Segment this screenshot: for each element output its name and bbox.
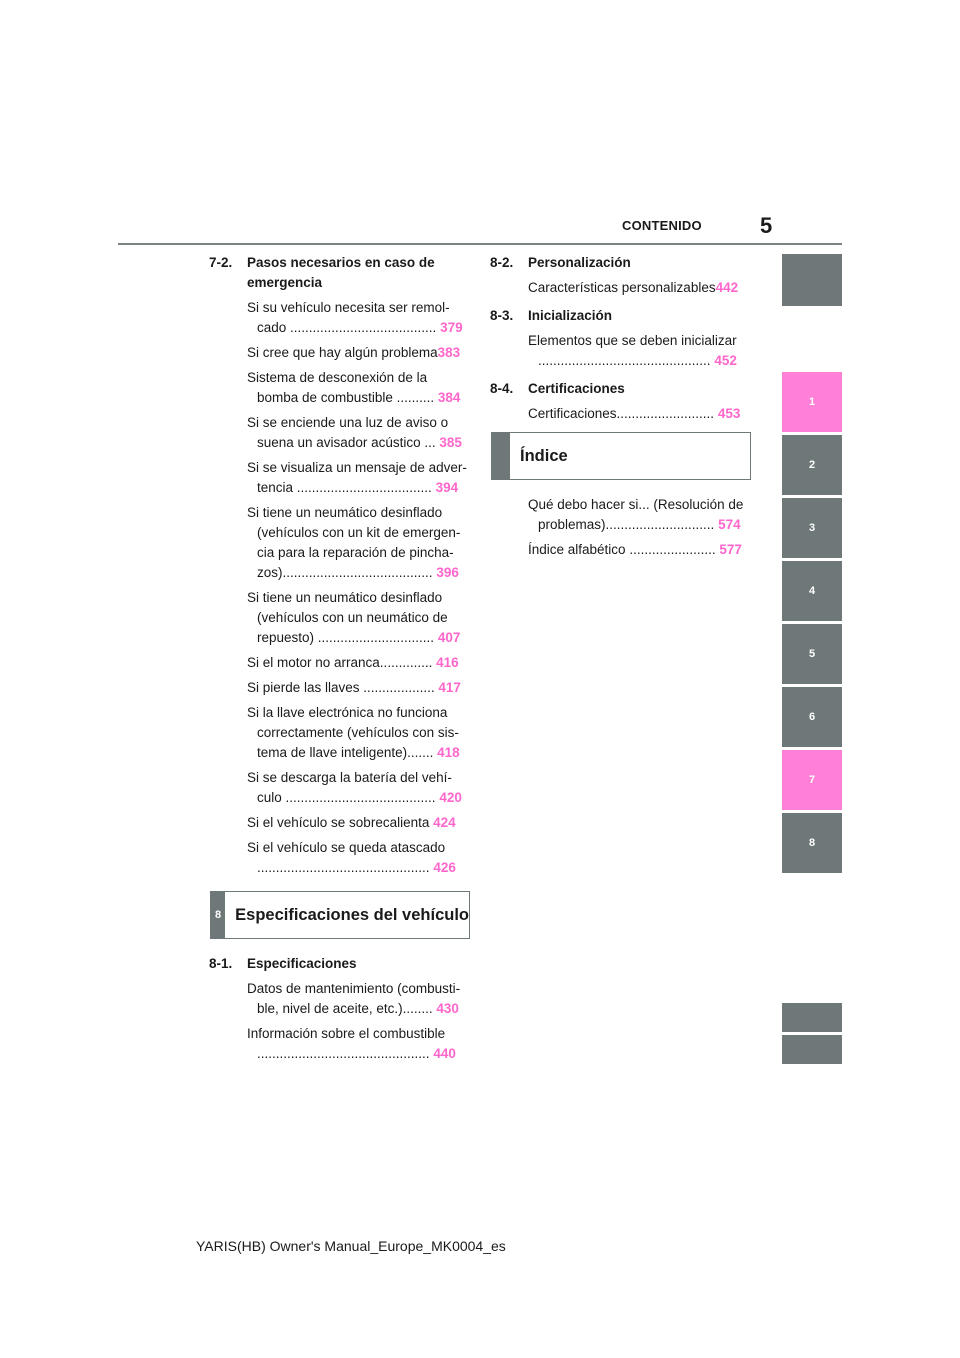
section-8-1-heading: 8-1. Especificaciones: [247, 954, 469, 974]
chapter-tab-3[interactable]: 3: [782, 498, 842, 558]
page-link[interactable]: 379: [440, 320, 463, 335]
header-divider: [118, 243, 842, 245]
page-link[interactable]: 424: [433, 815, 456, 830]
page-link[interactable]: 384: [437, 390, 461, 405]
toc-entry[interactable]: Características personalizables442: [528, 280, 739, 295]
chapter-tab-4[interactable]: 4: [782, 561, 842, 621]
toc-entry[interactable]: Qué debo hacer si... (Resolución de problemas)............................. 574: [528, 497, 744, 532]
page-link[interactable]: 396: [436, 565, 459, 580]
page-link[interactable]: 407: [437, 630, 461, 645]
page-link[interactable]: 394: [435, 480, 459, 495]
page-number: 5: [760, 213, 773, 238]
toc-entry[interactable]: Si el motor no arranca.............. 416: [247, 655, 459, 670]
chapter-tab-5[interactable]: 5: [782, 624, 842, 684]
toc-entry[interactable]: Información sobre el combustible .............................................. 440: [247, 1026, 456, 1061]
chapter-tab-1[interactable]: 1: [782, 372, 842, 432]
index-title-box: [491, 432, 751, 480]
toc-entry[interactable]: Si tiene un neumático desinflado (vehículos con un neumático de repuesto) ............................... 407: [247, 590, 461, 645]
index-title: Índice: [520, 446, 568, 465]
section-number: 8-3.: [490, 308, 514, 323]
chapter-tab-6[interactable]: 6: [782, 687, 842, 747]
toc-entry[interactable]: Si la llave electrónica no funciona correctamente (vehículos con sis- tema de llave inteligente)....... 418: [247, 705, 460, 760]
header-section-label: CONTENIDO: [622, 218, 702, 233]
toc-entry[interactable]: Si el vehículo se queda atascado .............................................. 426: [247, 840, 456, 875]
toc-entry[interactable]: Elementos que se deben inicializar .............................................. 452: [528, 333, 737, 368]
toc-entry[interactable]: Si cree que hay algún problema383: [247, 345, 461, 360]
page-link[interactable]: 420: [439, 790, 462, 805]
toc-entry[interactable]: Índice alfabético ....................... 577: [528, 542, 742, 557]
blank-tab[interactable]: [782, 1003, 842, 1032]
chapter-8-marker: 8: [211, 892, 225, 938]
chapter-tab-7[interactable]: 7: [782, 750, 842, 810]
section-8-4-heading: 8-4. Certificaciones: [528, 379, 750, 399]
section-7-2-heading: 7-2. Pasos necesarios en caso de emergencia: [209, 255, 435, 290]
toc-left-column: [209, 253, 469, 878]
page-link[interactable]: 440: [433, 1046, 456, 1061]
toc-left-column-lower: [209, 954, 469, 1064]
toc-entry[interactable]: Sistema de desconexión de la bomba de combustible .......... 384: [247, 370, 461, 405]
toc-entry[interactable]: Certificaciones.......................... 453: [528, 406, 741, 421]
section-number: 7-2.: [209, 255, 233, 270]
index-marker: [492, 433, 510, 479]
toc-entry[interactable]: Si pierde las llaves ................... 417: [247, 680, 461, 695]
page-link[interactable]: 574: [718, 517, 741, 532]
toc-entry[interactable]: Si se enciende una luz de aviso o suena un avisador acústico ... 385: [247, 415, 462, 450]
chapter-tab-8[interactable]: 8: [782, 813, 842, 873]
page-link[interactable]: 430: [436, 1001, 459, 1016]
page-link[interactable]: 417: [438, 680, 461, 695]
page-link[interactable]: 442: [715, 280, 739, 295]
chapter-tab-2[interactable]: 2: [782, 435, 842, 495]
chapter-8-title-box: [210, 891, 470, 939]
section-8-2-heading: 8-2. Personalización: [528, 253, 750, 273]
page-link[interactable]: 453: [717, 406, 741, 421]
chapter-8-title: Especificaciones del vehículo: [235, 905, 469, 924]
page-link[interactable]: 416: [436, 655, 459, 670]
toc-entry[interactable]: Si el vehículo se sobrecalienta 424: [247, 815, 456, 830]
toc-entry[interactable]: Si su vehículo necesita ser remol- cado ....................................... 379: [247, 300, 463, 335]
page-link[interactable]: 426: [433, 860, 456, 875]
blank-tab[interactable]: [782, 254, 842, 306]
page-link[interactable]: 385: [439, 435, 462, 450]
toc-index-entries: [528, 495, 750, 560]
toc-entry[interactable]: Si tiene un neumático desinflado (vehículos con un kit de emergen- cia para la reparación de pincha- zos)........................................ 396: [247, 505, 461, 580]
page-link[interactable]: 418: [437, 745, 460, 760]
toc-entry[interactable]: Si se visualiza un mensaje de adver- tencia .................................... 394: [247, 460, 467, 495]
toc-right-column: [490, 253, 750, 424]
page-link[interactable]: 452: [714, 353, 737, 368]
section-8-3-heading: 8-3. Inicialización: [528, 306, 750, 326]
toc-entry[interactable]: Si se descarga la batería del vehí- culo ........................................ 420: [247, 770, 462, 805]
section-number: 8-2.: [490, 255, 514, 270]
toc-entry[interactable]: Datos de mantenimiento (combusti- ble, nivel de aceite, etc.)........ 430: [247, 981, 461, 1016]
footer-doc-id: YARIS(HB) Owner's Manual_Europe_MK0004_es: [196, 1238, 506, 1254]
page-link[interactable]: 383: [437, 345, 461, 360]
section-number: 8-4.: [490, 381, 514, 396]
section-number: 8-1.: [209, 956, 233, 971]
blank-tab[interactable]: [782, 1035, 842, 1064]
page-link[interactable]: 577: [719, 542, 742, 557]
